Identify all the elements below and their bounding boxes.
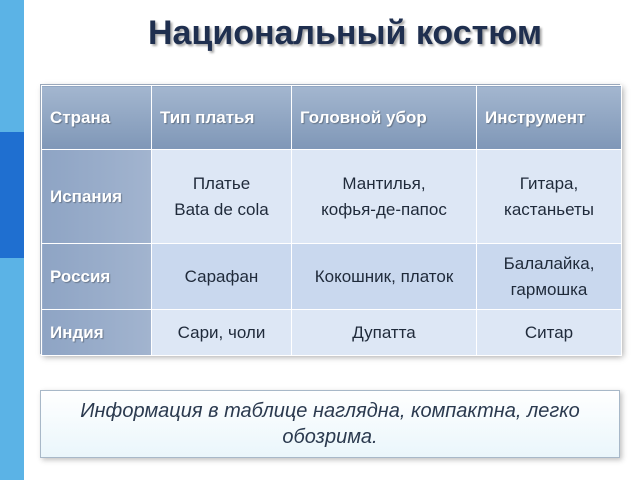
cell-dress bbox=[152, 244, 292, 310]
slide-title: Национальный костюм bbox=[147, 14, 543, 52]
header-headwear: Головной убор bbox=[292, 86, 477, 150]
cell-instrument bbox=[477, 310, 622, 356]
cell-instrument bbox=[477, 150, 622, 244]
row-head-country: Россия bbox=[42, 244, 152, 310]
cell-line: Сарафан bbox=[184, 266, 259, 286]
cell-line: гармошка bbox=[510, 279, 588, 299]
cell-line: кастаньеты bbox=[504, 199, 594, 219]
cell-line: Платье bbox=[192, 174, 251, 193]
cell-headwear bbox=[292, 310, 477, 356]
cell-line: Bata de cola bbox=[174, 199, 269, 219]
cell-dress bbox=[152, 310, 292, 356]
cell-headwear bbox=[292, 150, 477, 244]
table-row bbox=[42, 150, 622, 244]
table-row bbox=[42, 310, 622, 356]
cell-line: Ситар bbox=[524, 322, 574, 342]
left-accent-bar-middle bbox=[0, 132, 24, 258]
row-head-country: Индия bbox=[42, 310, 152, 356]
cell-line: Мантилья, bbox=[342, 174, 426, 193]
cell-line: Сари, чоли bbox=[177, 322, 266, 342]
costume-table bbox=[40, 84, 620, 354]
cell-line: Кокошник, платок bbox=[314, 266, 454, 286]
header-country: Страна bbox=[42, 86, 152, 150]
left-accent-bar-bottom bbox=[0, 258, 24, 480]
cell-line: Балалайка, bbox=[503, 254, 595, 273]
header-instrument: Инструмент bbox=[477, 86, 622, 150]
row-head-country: Испания bbox=[42, 150, 152, 244]
cell-instrument bbox=[477, 244, 622, 310]
cell-dress bbox=[152, 150, 292, 244]
table-row bbox=[42, 244, 622, 310]
summary-note: Информация в таблице наглядна, компактна, легко обозрима. bbox=[40, 390, 620, 458]
table-header-row bbox=[42, 86, 622, 150]
cell-line: Дупатта bbox=[352, 322, 416, 342]
cell-line: кофья-де-папос bbox=[321, 199, 447, 219]
cell-line: Гитара, bbox=[519, 174, 579, 193]
cell-headwear bbox=[292, 244, 477, 310]
header-dress-type: Тип платья bbox=[152, 86, 292, 150]
